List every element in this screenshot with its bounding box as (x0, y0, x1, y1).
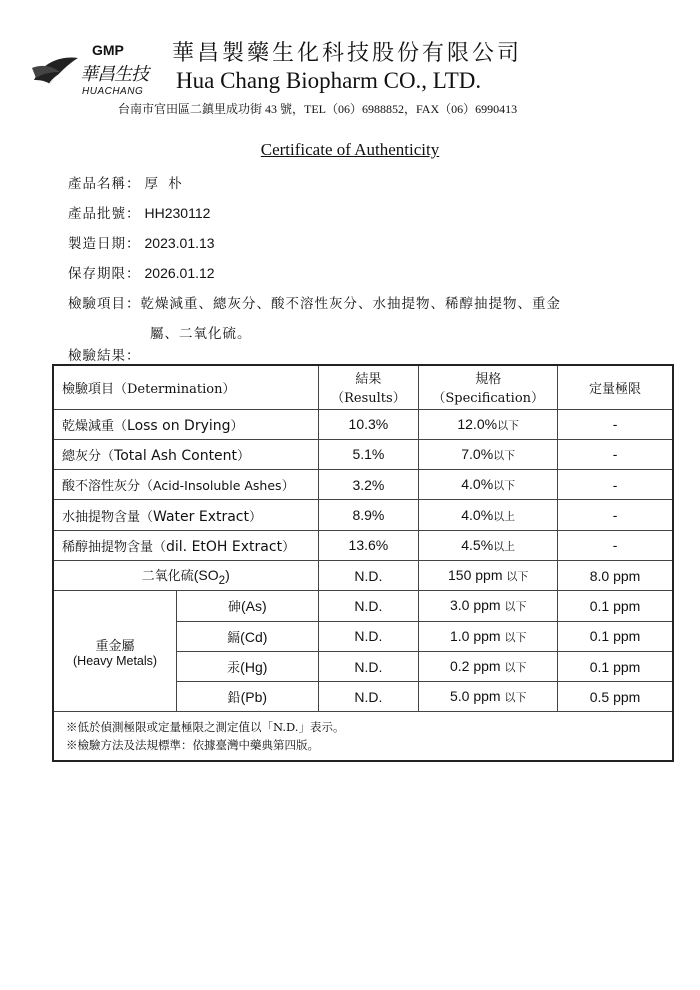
result-cell: N.D. (318, 682, 419, 712)
batch-number: HH230112 (144, 205, 211, 221)
batch-row: 產品批號： HH230112 (68, 205, 211, 222)
expiry-date: 2026.01.12 (144, 265, 215, 281)
limit-cell: - (558, 470, 673, 500)
result-cell: N.D. (318, 560, 419, 590)
header-results: 結果 （Results） (318, 365, 419, 409)
note-method: ※檢驗方法及法規標準：依據臺灣中藥典第四版。 (66, 738, 319, 753)
result-cell: 3.2% (318, 470, 419, 500)
table-row: 乾燥減重（Loss on Drying） 10.3% 12.0%以下 - (53, 409, 673, 439)
spec-cell: 1.0 ppm 以下 (419, 621, 558, 651)
limit-cell: - (558, 500, 673, 530)
mfg-date-row: 製造日期： 2023.01.13 (68, 235, 215, 252)
company-name-zh: 華昌製藥生化科技股份有限公司 (172, 41, 523, 66)
result-cell: N.D. (318, 591, 419, 621)
result-cell: N.D. (318, 621, 419, 651)
limit-cell: 8.0 ppm (558, 560, 673, 590)
test-items-row: 檢驗項目：乾燥減重、總灰分、酸不溶性灰分、水抽提物、稀醇抽提物、重金 (68, 296, 561, 312)
limit-cell: 0.1 ppm (558, 621, 673, 651)
heavy-metals-label: 重金屬 (Heavy Metals) (53, 591, 177, 712)
notes-row (53, 712, 673, 762)
spec-cell: 150 ppm 以下 (419, 560, 558, 590)
mfg-date: 2023.01.13 (144, 235, 215, 251)
letterhead (30, 34, 670, 124)
expiry-row: 保存期限： 2026.01.12 (68, 265, 215, 282)
note-nd: ※低於偵測極限或定量極限之測定值以「N.D.」表示。 (66, 720, 345, 735)
heavy-metal-row: 鎘(Cd) N.D. 1.0 ppm 以下 0.1 ppm (53, 621, 673, 651)
product-name: 厚 朴 (144, 176, 185, 192)
company-logo (30, 38, 160, 100)
spec-cell: 4.5%以上 (419, 530, 558, 560)
limit-cell: 0.1 ppm (558, 591, 673, 621)
header-limit: 定量極限 (558, 365, 673, 409)
results-table (52, 364, 674, 762)
header-spec: 規格 （Specification） (419, 365, 558, 409)
heavy-metal-row: 重金屬 (Heavy Metals) 砷(As) N.D. 3.0 ppm 以下 0.1 ppm (53, 591, 673, 621)
table-row: 水抽提物含量（Water Extract） 8.9% 4.0%以上 - (53, 500, 673, 530)
limit-cell: 0.1 ppm (558, 651, 673, 681)
heavy-metal-row: 鉛(Pb) N.D. 5.0 ppm 以下 0.5 ppm (53, 682, 673, 712)
logo-subtitle: HUACHANG (82, 86, 144, 97)
results-label: 檢驗結果： (68, 348, 141, 364)
table-row: 酸不溶性灰分（Acid-Insoluble Ashes） 3.2% 4.0%以下 - (53, 470, 673, 500)
spec-cell: 7.0%以下 (419, 439, 558, 469)
spec-cell: 0.2 ppm 以下 (419, 651, 558, 681)
heavy-metal-row: 汞(Hg) N.D. 0.2 ppm 以下 0.1 ppm (53, 651, 673, 681)
spec-cell: 4.0%以上 (419, 500, 558, 530)
table-row: 稀醇抽提物含量（dil. EtOH Extract） 13.6% 4.5%以上 - (53, 530, 673, 560)
spec-cell: 3.0 ppm 以下 (419, 591, 558, 621)
result-cell: 5.1% (318, 439, 419, 469)
limit-cell: 0.5 ppm (558, 682, 673, 712)
so2-row: 二氧化硫$(SO_2)$ N.D. 150 ppm 以下 8.0 ppm (53, 560, 673, 590)
result-cell: 13.6% (318, 530, 419, 560)
product-name-row: 產品名稱： 厚 朴 (68, 176, 185, 192)
spec-cell: 12.0%以下 (419, 409, 558, 439)
result-cell: 8.9% (318, 500, 419, 530)
company-name-en: Hua Chang Biopharm CO., LTD. (176, 68, 482, 93)
result-cell: N.D. (318, 651, 419, 681)
test-items-line1: 乾燥減重、總灰分、酸不溶性灰分、水抽提物、稀醇抽提物、重金 (140, 296, 561, 312)
leaf-icon (30, 50, 82, 92)
spec-cell: 5.0 ppm 以下 (419, 682, 558, 712)
limit-cell: - (558, 409, 673, 439)
gmp-mark: GMP (92, 42, 124, 58)
table-row: 總灰分（Total Ash Content） 5.1% 7.0%以下 - (53, 439, 673, 469)
limit-cell: - (558, 530, 673, 560)
company-address: 台南市官田區二鎮里成功街 43 號，TEL（06）6988852，FAX（06）6990413 (118, 102, 518, 116)
header-determination: 檢驗項目（Determination） (53, 365, 318, 409)
limit-cell: - (558, 439, 673, 469)
logo-script-text: 華昌生技 (80, 64, 148, 85)
result-cell: 10.3% (318, 409, 419, 439)
test-items-line2: 屬、二氧化硫。 (150, 326, 252, 342)
spec-cell: 4.0%以下 (419, 470, 558, 500)
table-header (53, 365, 673, 409)
document-title: Certificate of Authenticity (260, 140, 440, 159)
